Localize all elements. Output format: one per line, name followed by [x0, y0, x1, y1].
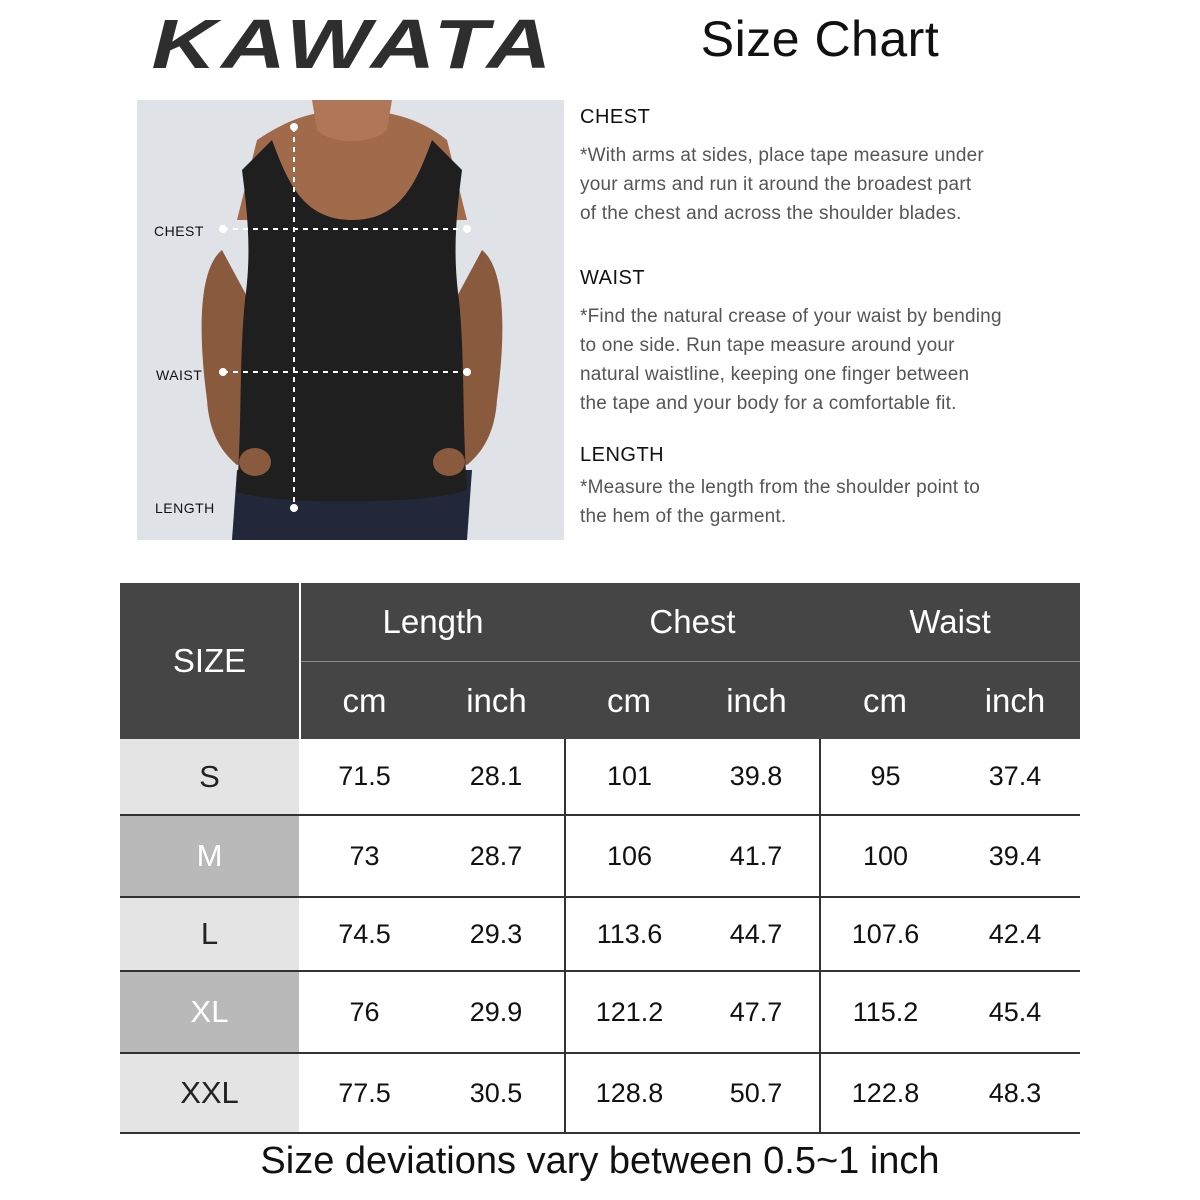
value-cell: 29.3 [428, 897, 565, 971]
value-cell: 74.5 [300, 897, 428, 971]
value-cell: 28.7 [428, 815, 565, 897]
length-heading: LENGTH [580, 444, 665, 466]
table-row [120, 815, 1080, 897]
chest-instruction [580, 106, 1080, 228]
waist-description: *Find the natural crease of your waist by bending to one side. Run tape measure around your natural waistline, keeping one finger between the tape and your body for a comfortable fit. [580, 306, 1002, 414]
size-cell: M [120, 815, 300, 897]
size-deviation-note: Size deviations vary between 0.5~1 inch [260, 1140, 940, 1182]
value-cell: 50.7 [693, 1053, 820, 1133]
value-cell: 39.4 [950, 815, 1080, 897]
chest-heading: CHEST [580, 106, 651, 128]
chest-group-header: Chest [565, 583, 820, 662]
size-cell: L [120, 897, 300, 971]
chest-inch-header: inch [693, 662, 820, 740]
value-cell: 95 [820, 739, 950, 815]
size-column-header: SIZE [120, 583, 300, 739]
value-cell: 37.4 [950, 739, 1080, 815]
value-cell: 73 [300, 815, 428, 897]
value-cell: 128.8 [565, 1053, 693, 1133]
chest-description: *With arms at sides, place tape measure under your arms and run it around the broadest part of the chest and across the shoulder blades. [580, 145, 984, 224]
table-row [120, 739, 1080, 815]
waist-instruction [580, 267, 1080, 418]
value-cell: 71.5 [300, 739, 428, 815]
value-cell: 115.2 [820, 971, 950, 1053]
length-group-header: Length [300, 583, 565, 662]
measurement-figure [137, 100, 564, 540]
length-inch-header: inch [428, 662, 565, 740]
page-title: Size Chart [700, 11, 940, 67]
value-cell: 48.3 [950, 1053, 1080, 1133]
value-cell: 28.1 [428, 739, 565, 815]
value-cell: 121.2 [565, 971, 693, 1053]
waist-cm-header: cm [820, 662, 950, 740]
value-cell: 42.4 [950, 897, 1080, 971]
table-row [120, 897, 1080, 971]
waist-inch-header: inch [950, 662, 1080, 740]
chest-cm-header: cm [565, 662, 693, 740]
model-illustration [137, 100, 564, 540]
value-cell: 39.8 [693, 739, 820, 815]
table-row [120, 971, 1080, 1053]
value-cell: 44.7 [693, 897, 820, 971]
brand-logo [148, 12, 560, 76]
value-cell: 41.7 [693, 815, 820, 897]
size-cell: S [120, 739, 300, 815]
size-table [120, 583, 1080, 1134]
value-cell: 101 [565, 739, 693, 815]
waist-label: WAIST [156, 367, 203, 383]
value-cell: 45.4 [950, 971, 1080, 1053]
length-description: *Measure the length from the shoulder point to the hem of the garment. [580, 477, 980, 527]
length-instruction [580, 444, 1080, 531]
value-cell: 47.7 [693, 971, 820, 1053]
length-cm-header: cm [300, 662, 428, 740]
value-cell: 106 [565, 815, 693, 897]
brand-logo-text: KAWATA [151, 12, 557, 76]
value-cell: 30.5 [428, 1053, 565, 1133]
table-row [120, 1053, 1080, 1133]
chest-label: CHEST [154, 223, 204, 239]
waist-group-header: Waist [820, 583, 1080, 662]
value-cell: 29.9 [428, 971, 565, 1053]
value-cell: 113.6 [565, 897, 693, 971]
length-label: LENGTH [155, 500, 215, 516]
size-cell: XL [120, 971, 300, 1053]
value-cell: 122.8 [820, 1053, 950, 1133]
value-cell: 76 [300, 971, 428, 1053]
value-cell: 107.6 [820, 897, 950, 971]
value-cell: 100 [820, 815, 950, 897]
waist-heading: WAIST [580, 267, 646, 289]
value-cell: 77.5 [300, 1053, 428, 1133]
size-cell: XXL [120, 1053, 300, 1133]
